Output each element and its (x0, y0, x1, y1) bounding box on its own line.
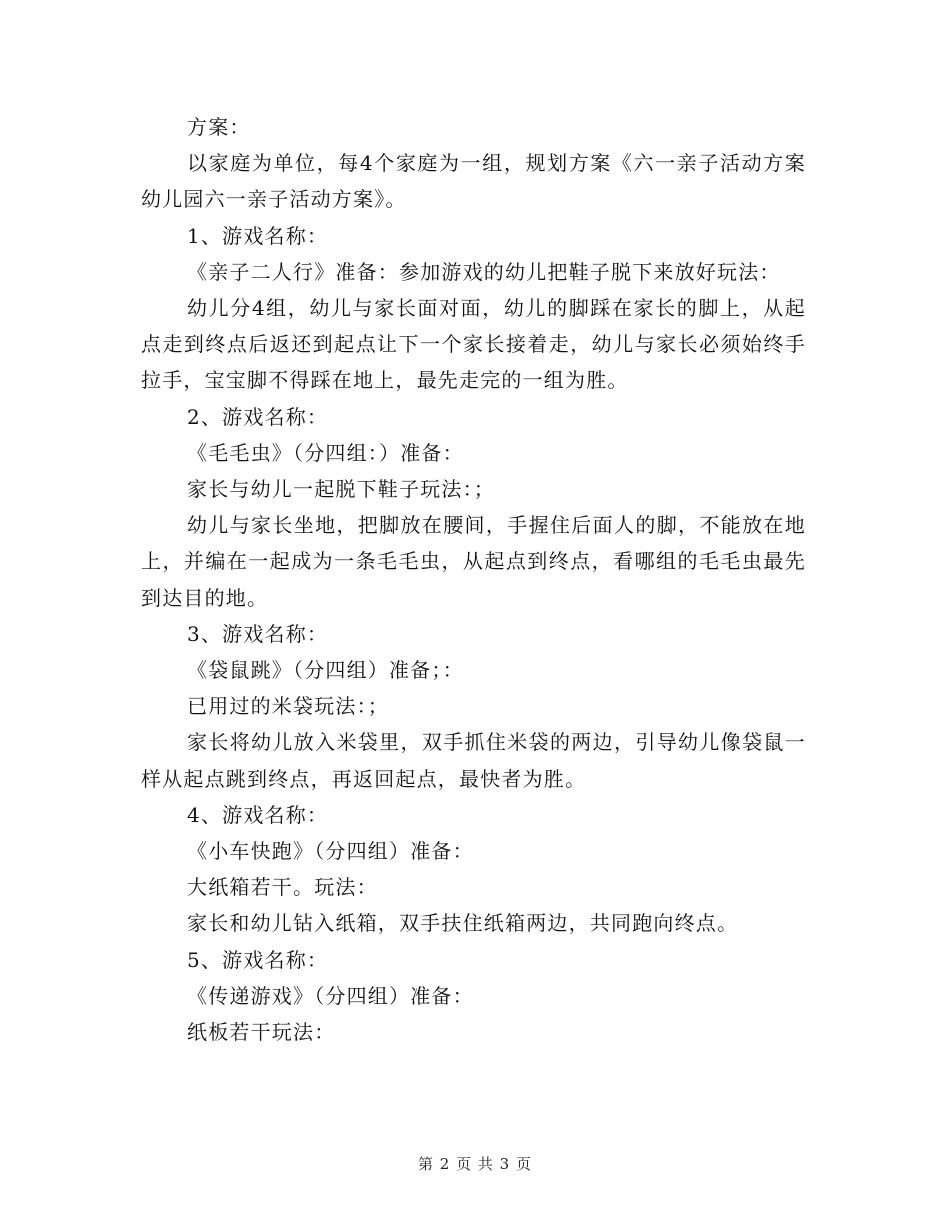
paragraph-game-3-title: 3、游戏名称： (187, 621, 329, 646)
page-number-footer: 第 2 页 共 3 页 (418, 1155, 532, 1173)
paragraph-game-1-title: 1、游戏名称： (187, 223, 329, 248)
paragraph-game-4-title: 4、游戏名称： (187, 802, 329, 827)
paragraph-game-3-name: 《袋鼠跳》（分四组）准备；： (187, 658, 464, 683)
paragraph-game-2-rules: 幼儿与家长坐地，把脚放在腰间，手握住后面人的脚，不能放在地上，并编在一起成为一条毛毛虫，从起点到终点，看哪组的毛毛虫最先到达目的地。 (141, 513, 806, 610)
paragraph-game-5-prep: 纸板若干玩法： (187, 1020, 336, 1045)
paragraph-grouping: 以家庭为单位，每4个家庭为一组，规划方案《六一亲子活动方案 幼儿园六一亲子活动方案》。 (141, 151, 806, 212)
document-body (141, 109, 806, 1050)
paragraph-game-1-rules: 幼儿分4组，幼儿与家长面对面，幼儿的脚踩在家长的脚上，从起点走到终点后返还到起点让下一个家长接着走，幼儿与家长必须始终手拉手，宝宝脚不得踩在地上，最先走完的一组为胜。 (141, 296, 806, 393)
paragraph-game-3-rules: 家长将幼儿放入米袋里，双手抓住米袋的两边，引导幼儿像袋鼠一样从起点跳到终点，再返回起点，最快者为胜。 (141, 730, 806, 791)
paragraph-game-1-prep: 《亲子二人行》准备：参加游戏的幼儿把鞋子脱下来放好玩法： (187, 259, 781, 284)
paragraph-game-4-rules: 家长和幼儿钻入纸箱，双手扶住纸箱两边，共同跑向终点。 (187, 911, 739, 936)
paragraph-plan-heading: 方案： (187, 115, 251, 139)
paragraph-game-4-prep: 大纸箱若干。玩法： (187, 875, 378, 900)
paragraph-game-2-title: 2、游戏名称： (187, 404, 329, 429)
paragraph-game-5-name: 《传递游戏》（分四组）准备： (187, 983, 474, 1008)
paragraph-game-4-name: 《小车快跑》（分四组）准备： (187, 839, 474, 864)
paragraph-game-2-prep: 家长与幼儿一起脱下鞋子玩法：； (187, 477, 495, 502)
paragraph-game-5-title: 5、游戏名称： (187, 947, 329, 972)
paragraph-game-2-name: 《毛毛虫》（分四组：）准备： (187, 440, 464, 465)
paragraph-game-3-prep: 已用过的米袋玩法：； (187, 694, 389, 719)
